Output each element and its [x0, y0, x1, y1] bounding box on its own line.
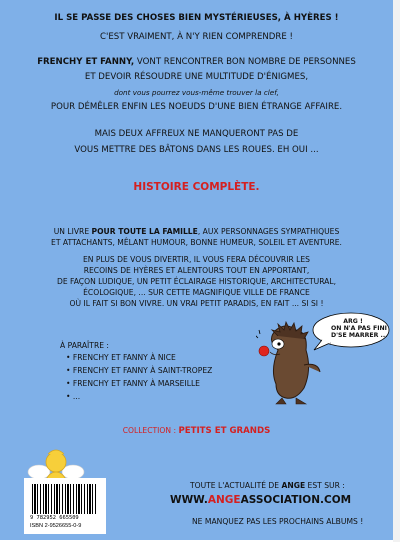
- family-line-1-pre: UN LIVRE: [53, 227, 92, 236]
- explore-line-3: DE FAÇON LUDIQUE, UN PETIT ÉCLAIRAGE HISTORIQUE, ARCHITECTURAL,: [57, 277, 336, 286]
- explore-line-2: RECOINS DE HYÈRES ET ALENTOURS TOUT EN APPORTANT,: [83, 266, 310, 275]
- plot-line-3: dont vous pourrez vous-même trouver la clef,: [114, 88, 279, 97]
- family-line-1-post: , AUX PERSONNAGES SYMPATHIQUES: [197, 227, 340, 236]
- speech-bubble-text: [331, 318, 388, 340]
- collection-label: COLLECTION :: [122, 426, 179, 435]
- speech-line-1: ARG !: [343, 318, 363, 325]
- plot-line-1: [0, 58, 393, 67]
- family-line-1-bold: POUR TOUTE LA FAMILLE: [91, 227, 198, 236]
- speech-line-2: ON N'A PAS FINI: [331, 325, 387, 333]
- news-line-1-post: EST SUR :: [305, 481, 345, 490]
- url-brand: ANGE: [207, 494, 241, 506]
- upcoming-item-1: • FRENCHY ET FANNY À NICE: [66, 353, 176, 362]
- barcode: [24, 478, 106, 534]
- complete-story-heading: HISTOIRE COMPLÈTE.: [133, 181, 260, 193]
- villains-line-1: MAIS DEUX AFFREUX NE MANQUERONT PAS DE: [94, 129, 299, 139]
- upcoming-item-4-text: ...: [72, 392, 81, 401]
- family-line-2: ET ATTACHANTS, MÊLANT HUMOUR, BONNE HUMEUR, SOLEIL ET AVENTURE.: [51, 238, 342, 247]
- upcoming-heading: À PARAÎTRE :: [60, 341, 109, 350]
- plot-line-4: POUR DÉMÊLER ENFIN LES NOEUDS D'UNE BIEN ÉTRANGE AFFAIRE.: [50, 102, 343, 112]
- barcode-digits: 9 782952 665509: [30, 515, 79, 521]
- hedgehog-character: [256, 322, 320, 404]
- speech-line-3: D'SE MARRER ...: [331, 332, 388, 340]
- url-prefix: WWW.: [170, 494, 208, 506]
- barcode-bars: [32, 484, 98, 514]
- isbn-text: ISBN 2-9526655-0-9: [30, 523, 82, 529]
- villains-line-2: VOUS METTRE DES BÂTONS DANS LES ROUES. EH OUI ...: [74, 145, 319, 155]
- upcoming-item-2: • FRENCHY ET FANNY À SAINT-TROPEZ: [66, 366, 213, 375]
- collection-name: PETITS ET GRANDS: [178, 426, 271, 436]
- collection-line: [0, 427, 393, 436]
- plot-names: FRENCHY ET FANNY,: [37, 57, 135, 67]
- family-line-1: [0, 228, 393, 236]
- url-suffix: .COM: [320, 494, 352, 506]
- upcoming-item-3: • FRENCHY ET FANNY À MARSEILLE: [66, 379, 200, 388]
- intro-line-1: IL SE PASSE DES CHOSES BIEN MYSTÉRIEUSES, À HYÈRES !: [54, 13, 339, 23]
- upcoming-item-4: • ...: [66, 392, 81, 401]
- upcoming-item-2-text: FRENCHY ET FANNY À SAINT-TROPEZ: [72, 366, 213, 375]
- cover-edge: [393, 0, 400, 542]
- news-line-1: [190, 482, 345, 490]
- explore-line-1: EN PLUS DE VOUS DIVERTIR, IL VOUS FERA DÉCOUVRIR LES: [83, 255, 310, 264]
- url-association: ASSOCIATION: [240, 494, 321, 506]
- plot-line-1-rest: VONT RENCONTRER BON NOMBRE DE PERSONNES: [134, 57, 356, 67]
- website-link[interactable]: [170, 495, 351, 506]
- explore-line-5: OÙ IL FAIT SI BON VIVRE. UN VRAI PETIT PARADIS, EN FAIT ... SI SI !: [69, 299, 324, 308]
- intro-line-2: C'EST VRAIMENT, À N'Y RIEN COMPRENDRE !: [100, 32, 293, 42]
- news-line-1-pre: TOUTE L'ACTUALITÉ DE: [190, 481, 282, 490]
- upcoming-item-1-text: FRENCHY ET FANNY À NICE: [72, 353, 176, 362]
- plot-line-2: ET DEVOIR RÉSOUDRE UNE MULTITUDE D'ÉNIGMES,: [84, 72, 309, 82]
- news-line-3: NE MANQUEZ PAS LES PROCHAINS ALBUMS !: [192, 517, 364, 526]
- news-brand: ANGE: [281, 481, 306, 490]
- upcoming-item-3-text: FRENCHY ET FANNY À MARSEILLE: [72, 379, 200, 388]
- explore-line-4: ÉCOLOGIQUE, ... SUR CETTE MAGNIFIQUE VILLE DE FRANCE: [83, 288, 310, 297]
